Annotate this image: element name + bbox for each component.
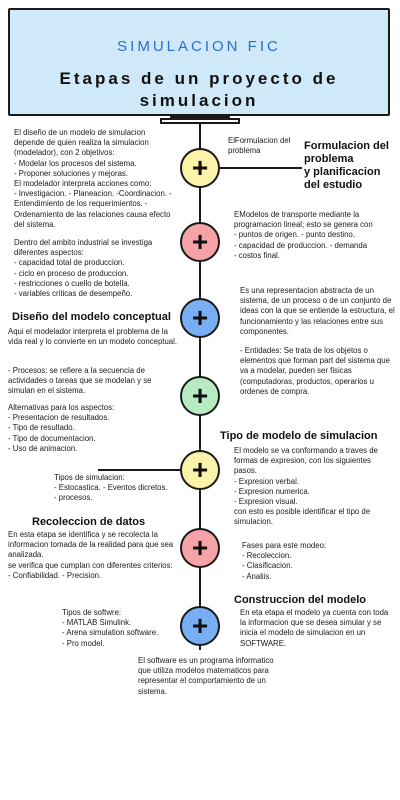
plus-icon: + xyxy=(191,380,209,411)
footer-note: El software es un programa informatico que utiliza modelos matematicos para representar el comportamiento de un sistema. xyxy=(138,656,274,696)
step-2-description: Dentro del ambito industrial se investiga diferentes aspectos: - capacidad total de produccion. - ciclo en proceso de produccion. - restricciones o cuello de botella. - variables criticas de desempeño. xyxy=(14,238,153,299)
plus-icon: + xyxy=(191,532,209,563)
step-5-description: El modelo se va conformando a traves de formas de expresion, con los siguientes pasos. - Expresion verbal. - Expresion numerica. - Expresion visual. con esto es posible identificar el tipo de simulacion. xyxy=(234,446,378,527)
step-2-details: EModelos de transporte mediante la programacion lineal; esto se genera con - puntos de origen. - punto destino. - capacidad de produccion. - demanda - costos final. xyxy=(234,210,373,260)
title-banner xyxy=(8,8,390,116)
step-3-heading: Diseño del modelo conceptual xyxy=(12,311,171,323)
step-5-heading: Tipo de modelo de simulacion xyxy=(220,430,378,442)
step-1-description: El diseño de un modelo de simulacion depende de quien realiza la simulacion (modelador), con 2 objetivos: - Modelar los procesos del sistema. - Proponer soluciones y mejoras. El modelador interpreta acciones como: - Investigacion. - Planeacion. -Coordinacion. - Entendimiento de los requerimientos. - Ordenamiento de las relaciones causa efecto del sistema. xyxy=(14,128,172,229)
course-label: SIMULACION FIC xyxy=(117,38,281,55)
step-5-types: Tipos de simulacion: - Estocastica. - Eventos dicretos. - procesos. xyxy=(54,473,168,503)
step-1-node xyxy=(180,148,220,188)
step-4-alternatives: Alternativas para los aspectos: - Presentacion de resultados. - Tipo de resultado. - Tipo de documentacion. - Uso de animacion. xyxy=(8,403,115,453)
step-2-node xyxy=(180,222,220,262)
step-6-heading: Recoleccion de datos xyxy=(32,516,146,528)
step-6-phases: Fases para este modeo: - Recoleccion. - Clasificacion. - Analiis. xyxy=(242,541,327,581)
step-1-connector xyxy=(220,167,302,169)
step-6-description: En esta etapa se identifica y se recolecta la informacion tomada de la realidad para que sea analizada. se verifica que cumplan con diferentes criterios: - Confiabilidad. - Precision. xyxy=(8,530,174,580)
step-1-heading: Formulacion del problema y planificacion del estudio xyxy=(304,140,389,191)
step-4-processes: - Procesos: se refiere a la secuencia de actividades o tareas que se modelan y se simulan en el sistema. xyxy=(8,366,152,396)
plus-icon: + xyxy=(191,226,209,257)
plus-icon: + xyxy=(191,152,209,183)
step-1-small-label: ElFormulacion del problema xyxy=(228,136,291,156)
step-3-entities: - Entidades: Se trata de los objetos o elementos que forman part del sistema que va a modelar, pueden ser fisicas (computadoras, productos, operarios u ordenes de compra. xyxy=(240,346,390,396)
plus-icon: + xyxy=(191,610,209,641)
step-5-node xyxy=(180,450,220,490)
plus-icon: + xyxy=(191,454,209,485)
step-7-heading: Construccion del modelo xyxy=(234,594,367,606)
step-7-description: En eta etapa el modelo ya cuenta con toda la informacion que se desea simular y se inicia el modelo de simulacion en un SOFTWARE. xyxy=(240,608,389,648)
step-5-connector xyxy=(98,469,180,471)
step-7-software-types: Tipos de softwre: - MATLAB Simulink. - Arena simulation software. - Pro model. xyxy=(62,608,159,648)
page-title: Etapas de un proyecto de simulacion xyxy=(59,69,339,110)
step-7-node xyxy=(180,606,220,646)
step-3-definition: Es una representacion abstracta de un sistema, de un proceso o de un conjunto de ideas con la que se entiende la estructura, el funcionamiento y las relaciones entre sus componentes. xyxy=(240,286,395,336)
step-3-description: Aqui el modelador interpreta el problema de la vida real y lo convierte en un modelo conceptual. xyxy=(8,327,178,347)
step-6-node xyxy=(180,528,220,568)
plus-icon: + xyxy=(191,302,209,333)
step-3-node xyxy=(180,298,220,338)
step-4-node xyxy=(180,376,220,416)
